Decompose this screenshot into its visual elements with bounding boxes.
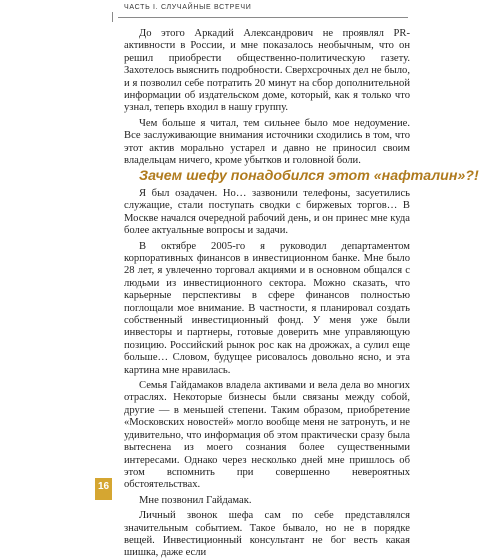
paragraph: Я был озадачен. Но… зазвонили телефоны, засуетились служащие, стали поступать сводки с биржевых торгов… В Москве начался очередной рабочий день, и он принес мне куда более актуальные вопросы и задачи. <box>124 187 410 237</box>
text-column <box>124 28 479 560</box>
header-rule <box>118 17 408 18</box>
section-heading: Зачем шефу понадобился этот «нафталин»?! <box>139 168 479 185</box>
paragraph: Семья Гайдамаков владела активами и вела дела во многих отраслях. Некоторые бизнесы были связаны между собой, другие — в меньшей степени. Таким образом, приобретение «Московских новостей» могло вообще меня не затронуть, и не удивительно, что информация об этом практически сразу была вытеснена из моего сознания более существенными интересами. Однако через несколько дней мне пришлось об этом вспомнить при совершенно невероятных обстоятельствах. <box>124 380 410 491</box>
page-number: 16 <box>97 481 110 492</box>
paragraph: До этого Аркадий Александрович не проявлял PR-активности в России, и мне показалось необычным, что он решил приобрести общественно-политическую газету. Захотелось выяснить подробности. Сверхсрочных дел не было, и я позволил себе потратить 20 минут на сбор дополнительной информации об издательском доме, который, как я только что узнал, теперь входил в нашу группу. <box>124 28 410 114</box>
running-header: ЧАСТЬ I. СЛУЧАЙНЫЕ ВСТРЕЧИ <box>124 4 252 11</box>
paragraph: В октябре 2005-го я руководил департаментом корпоративных финансов в инвестиционном банке. Мне было 28 лет, я увлеченно торговал акциями и в основном общался с людьми из инвестиционного сектора. Можно сказать, что карьерные перспективы в сфере финансов полностью поглощали мое внимание. В частности, я планировал создать собственный инвестиционный фонд. У меня уже были инвесторы и партнеры, готовые доверить мне управляющую позицию. Российский рынок рос как на дрожжах, а сулил еще больше… Словом, будущее рисовалось довольно ясно, и эта картина мне нравилась. <box>124 240 410 376</box>
paragraph: Чем больше я читал, тем сильнее было мое недоумение. Все заслуживающие внимания источники сходились в том, что этот актив морально устарел и давно не приносил своим владельцам ничего, кроме убытков и головной боли. <box>124 117 410 167</box>
paragraph: Мне позвонил Гайдамак. <box>139 494 252 506</box>
page-number-tab <box>95 478 112 500</box>
paragraph: Личный звонок шефа сам по себе представлялся значительным событием. Такое бывало, но не в порядке вещей. Инвестиционный консультант не бог весть какая шишка, даже если <box>124 510 410 559</box>
